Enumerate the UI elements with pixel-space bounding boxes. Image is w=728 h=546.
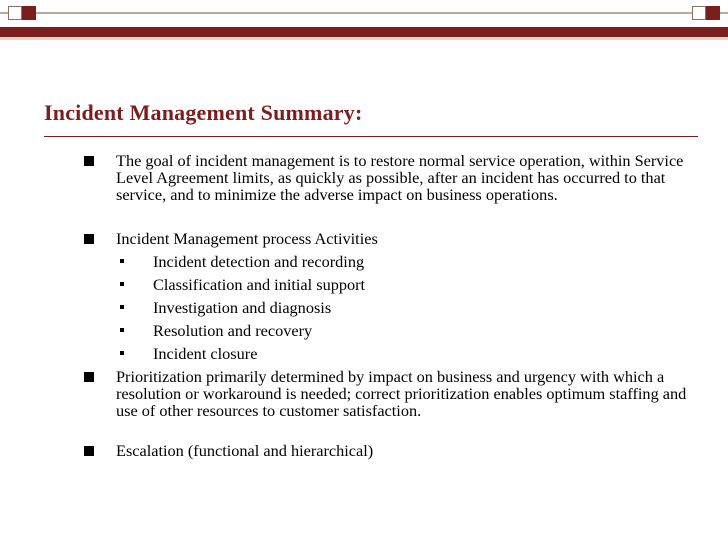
sub-bullet-text: Investigation and diagnosis xyxy=(153,298,332,317)
small-square-bullet-icon xyxy=(120,282,124,286)
small-square-bullet-icon xyxy=(120,351,124,355)
header-band-light xyxy=(0,37,728,40)
small-square-bullet-icon xyxy=(120,305,124,309)
bullet-text: Incident Management process Activities xyxy=(116,229,378,248)
header-square-outline xyxy=(8,6,22,20)
sub-bullet-text: Resolution and recovery xyxy=(153,321,313,340)
header-square-outline-right xyxy=(692,6,706,20)
header-square-filled xyxy=(22,6,36,20)
header-thin-rule xyxy=(0,12,728,14)
header-decoration xyxy=(0,0,728,60)
square-bullet-icon xyxy=(84,234,94,244)
bullet-text: Escalation (functional and hierarchical) xyxy=(116,441,374,460)
square-bullet-icon xyxy=(84,372,94,382)
bullet-text: The goal of incident management is to restore normal service operation, within Service Level Agreement limits, as quickly as possible, after an incident has occurred to that service, and to minimize the adverse impact on business operations. xyxy=(116,151,684,204)
slide-title: Incident Management Summary: xyxy=(44,100,363,125)
small-square-bullet-icon xyxy=(120,328,124,332)
header-square-filled-right xyxy=(706,6,720,20)
small-square-bullet-icon xyxy=(120,259,124,263)
title-underline xyxy=(44,136,698,137)
sub-bullet-text: Incident detection and recording xyxy=(153,252,365,271)
sub-bullet-text: Classification and initial support xyxy=(153,275,366,294)
square-bullet-icon xyxy=(84,156,94,166)
square-bullet-icon xyxy=(84,446,94,456)
sub-bullet-text: Incident closure xyxy=(153,344,258,363)
header-band-dark xyxy=(0,27,728,37)
bullet-text: Prioritization primarily determined by impact on business and urgency with which a resolution or workaround is needed; correct prioritization enables optimum staffing and use of other resources to customer satisfaction. xyxy=(116,367,687,420)
